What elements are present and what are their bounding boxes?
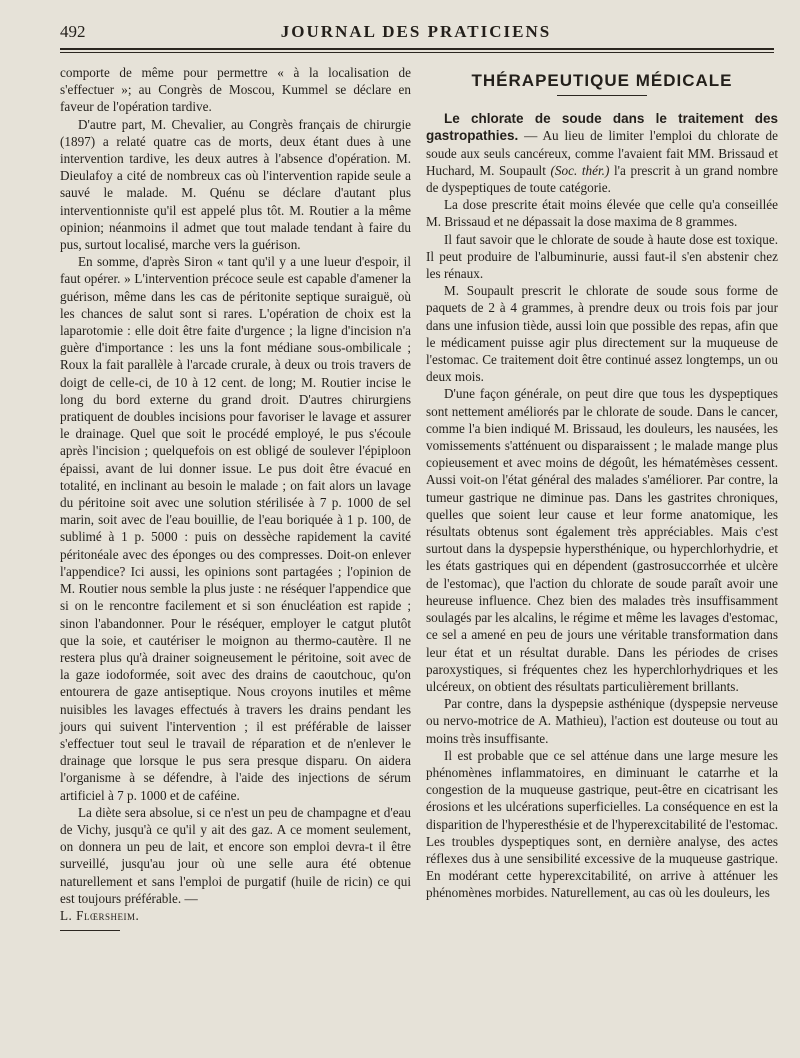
left-column: [60, 64, 411, 931]
intro-end: l'a prescrit à un grand nombre de dyspeptiques de toute catégorie.: [426, 162, 778, 196]
intro-text: — Au lieu de limiter l'emploi du chlorate de soude aux seuls cancéreux, comme l'avaient fait MM. Brissaud et Huchard, M. Soupault: [426, 128, 778, 178]
paragraph: La dose prescrite était moins élevée que celle qu'a conseillée M. Brissaud et ne dépassait la dose maxima de 8 grammes.: [426, 197, 778, 230]
paragraph: La diète sera absolue, si ce n'est un peu de champagne et d'eau de Vichy, jusqu'à ce qu'il y ait des gaz. A ce moment seulement, on donnera un peu de lait, et encore son emploi devra-t il être surveillé, jusqu'au jour où une selle aura été obtenue naturellement et sans l'emploi de purgatif (huile de ricin) ce qui est toujours préférable. —: [60, 804, 411, 906]
signature-line: [60, 907, 411, 924]
header-rule: [60, 48, 774, 50]
paragraph: comporte de même pour permettre « à la localisation de s'effectuer »; au Congrès de Moscou, Kummel se déclare en faveur de l'opération tardive.: [60, 65, 411, 115]
paragraph: M. Soupault prescrit le chlorate de soude sous forme de paquets de 2 à 4 grammes, à prendre deux ou trois fois par jour dans une infusion tiède, aussi loin que possible des repas, afin que le médicament puisse agir plus directement sur la muqueuse de l'estomac. Ce traitement doit être continué assez longtemps, un ou deux mois.: [426, 283, 778, 385]
article-intro: [426, 110, 778, 196]
article-title: Le chlorate de soude dans le traitement des gastropathies.: [426, 111, 778, 144]
intro-citation: (Soc. thér.): [550, 162, 610, 178]
header-rule-thin: [60, 52, 774, 53]
paragraph: D'une façon générale, on peut dire que tous les dyspeptiques sont nettement améliorés par le chlorate de soude. Dans le cancer, comme l'a bien indiqué M. Brissaud, les douleurs, les nausées, les vomissements s'atténuent ou disparaissent ; le malade mange plus copieusement et avec moins de dégoût, les hématémèses cessent. Aussi voit-on l'état général des malades s'améliorer. Par contre, la tumeur gastrique ne diminue pas. Dans les gastrites chroniques, quelles que soient leur cause et leur forme anatomique, les résultats obtenus sont également très appréciables. Mais c'est surtout dans la dyspepsie hypersthénique, ou hyperchlorhydrie, et les états gastriques qui en dépendent (gastrosuccorrhée et ulcère de l'estomac), que l'action du chlorate de soude paraît avoir une heureuse influence. Chez bien des malades très insuffisamment soulagés par les alcalins, le régime et même les lavages d'estomac, ce sel a amené en peu de jours une véritable transformation dans leur état et un résultat durable. Dans les périodes de crises paroxystiques, si fréquentes chez les hyperchlorhydriques et les ulcéreux, on obtient des résultats particulièrement brillants.: [426, 386, 778, 694]
article-end-rule: [60, 930, 120, 931]
section-rule: [557, 95, 647, 96]
paragraph: D'autre part, M. Chevalier, au Congrès français de chirurgie (1897) a relaté quatre cas de morts, deux étant dues à une intervention tardive, les deux autres à l'absence d'opération. M. Dieulafoy a cité de nombreux cas où l'intervention rapide seule a sauvé le malade. M. Quénu se déclare d'autant plus interventionniste qu'il est appelé plus tôt. M. Routier a la même opinion; néanmoins il admet que tout malade tendant à faire du pus, surtout localisé, marche vers la guérison.: [60, 116, 411, 253]
paragraph: Il faut savoir que le chlorate de soude à haute dose est toxique. Il peut produire de l'albuminurie, aussi faut-il s'en abstenir chez les rénaux.: [426, 231, 778, 282]
paragraph: Par contre, dans la dyspepsie asthénique (dyspepsie nerveuse ou nervo-motrice de A. Mathieu), l'action est douteuse ou tout au moins très insuffisante.: [426, 696, 778, 746]
page-number: 492: [60, 22, 86, 41]
right-column: [426, 64, 778, 902]
journal-title: JOURNAL DES PRATICIENS: [280, 22, 552, 41]
page-header: [60, 18, 772, 48]
paragraph: Il est probable que ce sel atténue dans une large mesure les phénomènes inflammatoires, en diminuant le catarrhe et la congestion de la muqueuse gastrique, peut-être en cicatrisant les érosions et les ulcérations superficielles. La conséquence en est la disparition de l'hyperesthésie et de l'hyperexcitabilité de l'estomac. Les troubles dyspeptiques sont, en dernière analyse, des actes réflexes dus à une sensibilité excessive de la muqueuse gastrique. En modérant cette hyperexcitabilité, on arrive à atténuer les phénomènes morbides. Naturellement, au cas où les douleurs, les: [426, 747, 778, 901]
paragraph: En somme, d'après Siron « tant qu'il y a une lueur d'espoir, il faut opérer. » L'intervention précoce seule est capable d'amener la guérison, même dans les cas de péritonite septique suraiguë, où les chances de salut sont si rares. L'opération de choix est la laparotomie : elle doit être faite d'urgence ; la ligne d'incision n'a guère d'importance : les uns la font médiane sous-ombilicale ; Roux la fait parallèle à l'arcade crurale, à deux ou trois travers de doigt de celle-ci, de 10 à 12 cent. de long; M. Routier incise le long du bord externe du grand droit. D'autres chirurgiens pratiquent de doubles incisions pour favoriser le lavage et assurer le drainage. Quel que soit le procédé employé, le pus s'écoule après l'incision ; quelquefois on est obligé de soulever l'épiploon épaissi, avant de lui donner issue. Le pus doit être évacué en totalité, en inclinant au besoin le malade ; on fait alors un lavage du péritoine soit avec une solution stérilisée à 7 p. 1000 de sel marin, soit avec de l'eau bouillie, de l'eau boriquée à 1 p. 100, de sublimé à 1 p. 5000 : puis on dessèche rapidement la cavité péritonéale avec des éponges ou des compresses. Doit-on enlever l'appendice? Ici aussi, les opinions sont partagées ; l'opinion de M. Routier nous semble la plus juste : ne réséquer l'appendice que si on le rencontre facilement et si son énucléation est rapide ; sinon l'abandonner. Pour le réséquer, employer le catgut plutôt que la soie, et cautériser le moignon au thermo-cautère. Il ne restera plus qu'à drainer soigneusement le péritoine, soit avec de la gaze iodoformée, soit avec des drains de caoutchouc, qu'on entourera de gaze antiseptique. Nous croyons inutiles et même nuisibles les lavages effectués à travers les drains pendant les jours qui suivent l'intervention ; il est préférable de laisser s'effectuer tout seul le travail de réparation et de n'enlever le drainage que lorsque le pus sera presque disparu. On aidera l'organisme à se défendre, à l'aide des injections de sérum artificiel à 7 p. 1000 et de caféine.: [60, 254, 411, 803]
section-title: THÉRAPEUTIQUE MÉDICALE: [471, 71, 733, 90]
author-signature: L. Flœrsheim.: [60, 907, 140, 923]
